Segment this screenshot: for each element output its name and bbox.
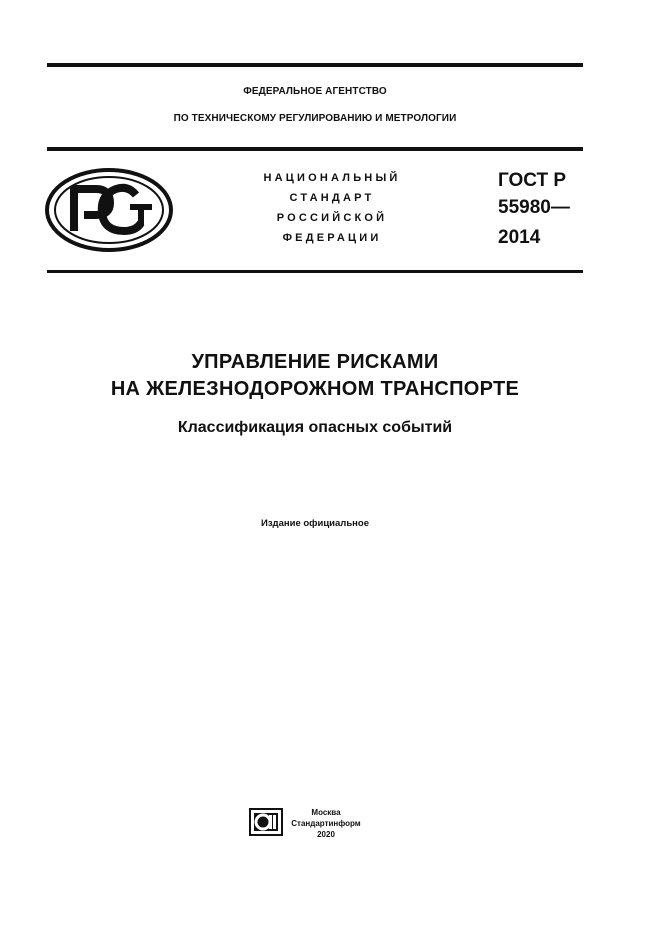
standard-line-4: ФЕДЕРАЦИИ [282,232,382,244]
document-subtitle: Классификация опасных событий [177,419,453,436]
top-rule [47,63,583,67]
standard-rule [47,270,583,273]
agency-line-2: ПО ТЕХНИЧЕСКОМУ РЕГУЛИРОВАНИЮ И МЕТРОЛОГИИ [173,113,457,124]
document-title-line-1: УПРАВЛЕНИЕ РИСКАМИ [191,351,439,373]
standard-line-2: СТАНДАРТ [289,192,375,204]
gost-code-line-1: ГОСТ Р [498,170,567,191]
header-rule [47,147,583,151]
publisher-city: Москва [311,808,341,817]
gost-code-line-2: 55980— [498,197,570,218]
rst-logo-icon [44,167,174,253]
publisher-name: Стандартинформ [291,819,361,828]
standard-line-1: НАЦИОНАЛЬНЫЙ [263,172,401,184]
standard-line-3: РОССИЙСКОЙ [276,212,388,224]
edition-label: Издание официальное [261,518,369,529]
document-title-line-2: НА ЖЕЛЕЗНОДОРОЖНОМ ТРАНСПОРТЕ [110,378,520,400]
publisher-year: 2020 [317,830,335,839]
standartinform-logo-icon [249,808,283,836]
agency-line-1: ФЕДЕРАЛЬНОЕ АГЕНТСТВО [243,86,387,97]
gost-code-line-3: 2014 [498,227,541,248]
